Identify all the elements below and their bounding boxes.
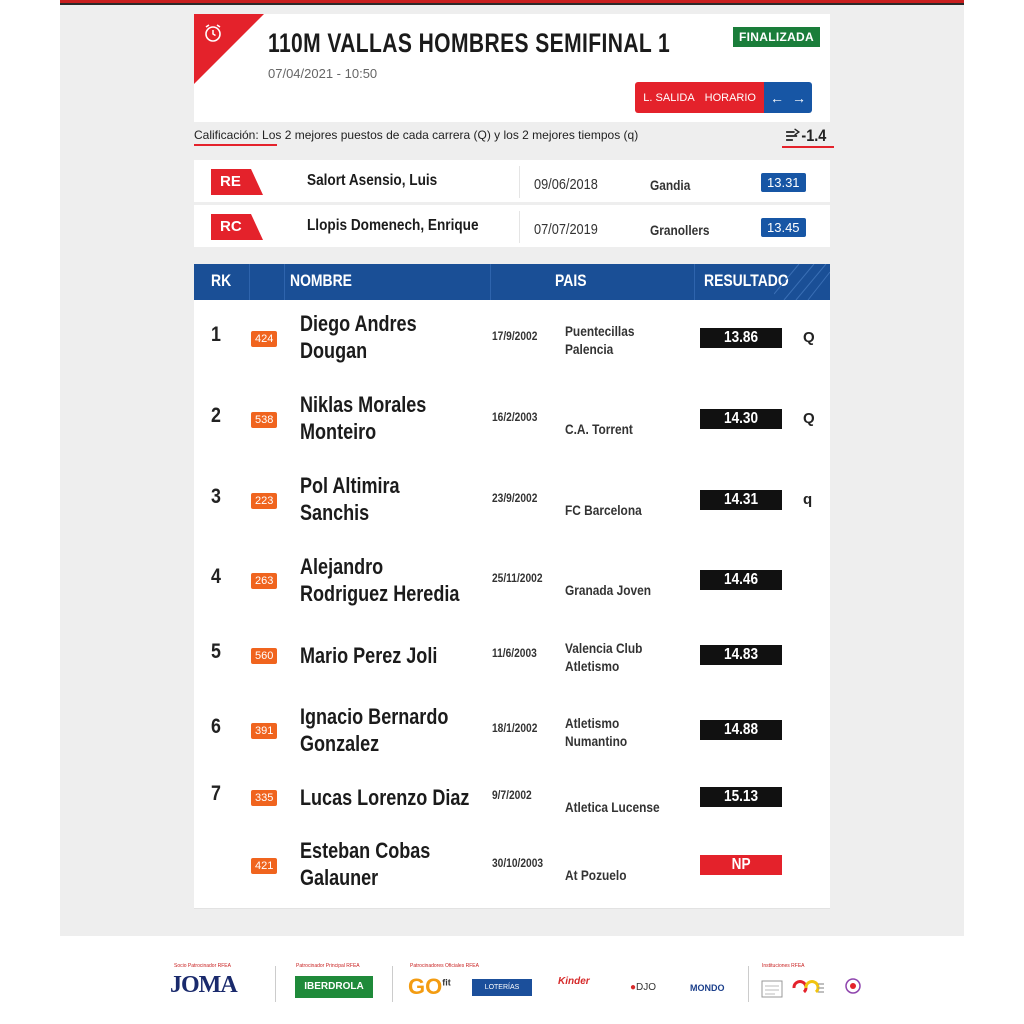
status-badge: FINALIZADA [733,27,820,47]
result-mark: 13.86 [700,328,782,348]
col-result: RESULTADO [704,271,789,290]
wind-underline [782,146,834,148]
results-table-header [194,264,830,300]
bib-badge: 263 [251,573,277,589]
loterias-logo: LOTERÍAS [472,979,532,996]
result-mark: 15.13 [700,787,782,807]
iberdrola-logo: IBERDROLA [295,976,373,998]
rank: 7 [211,782,221,805]
athlete-name[interactable]: Pol Altimira Sanchis [300,473,400,525]
record-mark: 13.31 [761,173,806,192]
bib-badge: 424 [251,331,277,347]
club-name: Atletismo Numantino [565,715,628,749]
qualification-info [194,128,834,150]
qualification-label: Calificación: [194,128,259,142]
result-mark: NP [700,855,782,875]
record-date: 07/07/2019 [534,221,598,238]
event-header [194,14,830,122]
result-mark: 14.30 [700,409,782,429]
bib-badge: 538 [251,412,277,428]
col-rk: RK [211,271,232,290]
sponsor-caption: Socio Patrocinador RFEA [174,963,231,969]
rank: 5 [211,640,221,663]
wind-value: -1.4 [801,126,826,145]
birth-date: 16/2/2003 [492,410,538,424]
nav-arrows [764,82,812,113]
record-place: Gandia [650,177,691,193]
athlete-name[interactable]: Alejandro Rodriguez Heredia [300,554,460,606]
birth-date: 25/11/2002 [492,571,543,585]
next-arrow-icon[interactable]: → [792,89,806,106]
csd-logo-icon [760,978,784,1000]
record-row [194,205,830,247]
header-stripes [774,264,830,300]
prev-arrow-icon[interactable]: ← [770,89,784,106]
col-country: PAIS [555,271,587,290]
athlete-name[interactable]: Diego Andres Dougan [300,311,417,363]
athlete-name[interactable]: Ignacio Bernardo Gonzalez [300,704,449,756]
table-row[interactable] [194,543,830,624]
rank: 1 [211,323,221,346]
record-mark: 13.45 [761,218,806,237]
page-title: 110M VALLAS HOMBRES SEMIFINAL 1 [268,28,671,58]
start-list-button[interactable]: L. SALIDA [643,91,695,104]
table-row[interactable] [194,623,830,694]
alarm-clock-icon [202,22,224,44]
gofit-logo: $GO^{fit}$ [408,974,451,999]
schedule-button[interactable]: HORARIO [704,91,756,104]
mondo-logo: MONDO [690,983,725,993]
bib-badge: 223 [251,493,277,509]
bib-badge: 421 [251,858,277,874]
joma-logo: JOMA [170,972,237,998]
bib-badge: 560 [251,648,277,664]
result-mark: 14.31 [700,490,782,510]
table-row[interactable] [194,462,830,544]
qualification-underline [194,144,277,146]
birth-date: 23/9/2002 [492,491,538,505]
table-row[interactable] [194,381,830,463]
table-row[interactable] [194,300,830,382]
birth-date: 18/1/2002 [492,721,538,735]
qualifier-flag: Q [803,410,815,427]
athlete-name[interactable]: Niklas Morales Monteiro [300,392,427,444]
club-name: Puentecillas Palencia [565,323,635,357]
birth-date: 30/10/2003 [492,856,544,870]
rank: 2 [211,404,221,427]
djo-logo: ●DJO [630,982,657,993]
record-type: RE [220,173,241,190]
record-holder: Llopis Domenech, Enrique [307,217,479,234]
table-row[interactable] [194,693,830,774]
record-type: RC [220,218,242,235]
table-row[interactable] [194,773,830,828]
header-buttons [635,82,812,113]
event-datetime: 07/04/2021 - 10:50 [268,66,378,81]
athlete-name[interactable]: Esteban Cobas Galauner [300,838,431,890]
club-name: Atletica Lucense [565,799,660,815]
qualifier-flag: q [803,491,813,508]
birth-date: 17/9/2002 [492,329,538,343]
record-row [194,160,830,202]
record-holder: Salort Asensio, Luis [307,172,438,189]
sponsor-caption: Patrocinadores Oficiales RFEA [410,963,479,969]
result-mark: 14.88 [700,720,782,740]
club-name: FC Barcelona [565,502,642,518]
record-place: Granollers [650,222,710,238]
bib-badge: 335 [251,790,277,806]
club-name: C.A. Torrent [565,421,633,437]
athlete-name[interactable]: Lucas Lorenzo Diaz [300,785,470,810]
sponsor-caption: Patrocinador Principal RFEA [296,963,360,969]
rank: 6 [211,715,221,738]
result-mark: 14.83 [700,645,782,665]
club-name: At Pozuelo [565,867,627,883]
col-name: NOMBRE [290,271,352,290]
wind-readout [784,126,826,146]
rank: 4 [211,565,221,588]
coe-logo-icon [790,978,826,998]
wind-icon [784,127,801,143]
club-name: Granada Joven [565,582,651,598]
qualifier-flag: Q [803,329,815,346]
emblem-icon [844,976,862,1000]
qualification-text: Los 2 mejores puestos de cada carrera (Q) y los 2 mejores tiempos (q) [262,128,639,142]
birth-date: 11/6/2003 [492,646,537,660]
start-list-group [635,82,764,113]
sponsor-caption: Instituciones RFEA [762,963,805,969]
record-date: 09/06/2018 [534,176,598,193]
rank: 3 [211,485,221,508]
kinder-logo: Kinder [558,976,590,987]
birth-date: 9/7/2002 [492,788,532,802]
result-mark: 14.46 [700,570,782,590]
athlete-name[interactable]: Mario Perez Joli [300,643,438,668]
club-name: Valencia Club Atletismo [565,640,643,674]
sponsors-footer [160,960,880,1010]
table-row[interactable] [194,827,830,909]
bib-badge: 391 [251,723,277,739]
